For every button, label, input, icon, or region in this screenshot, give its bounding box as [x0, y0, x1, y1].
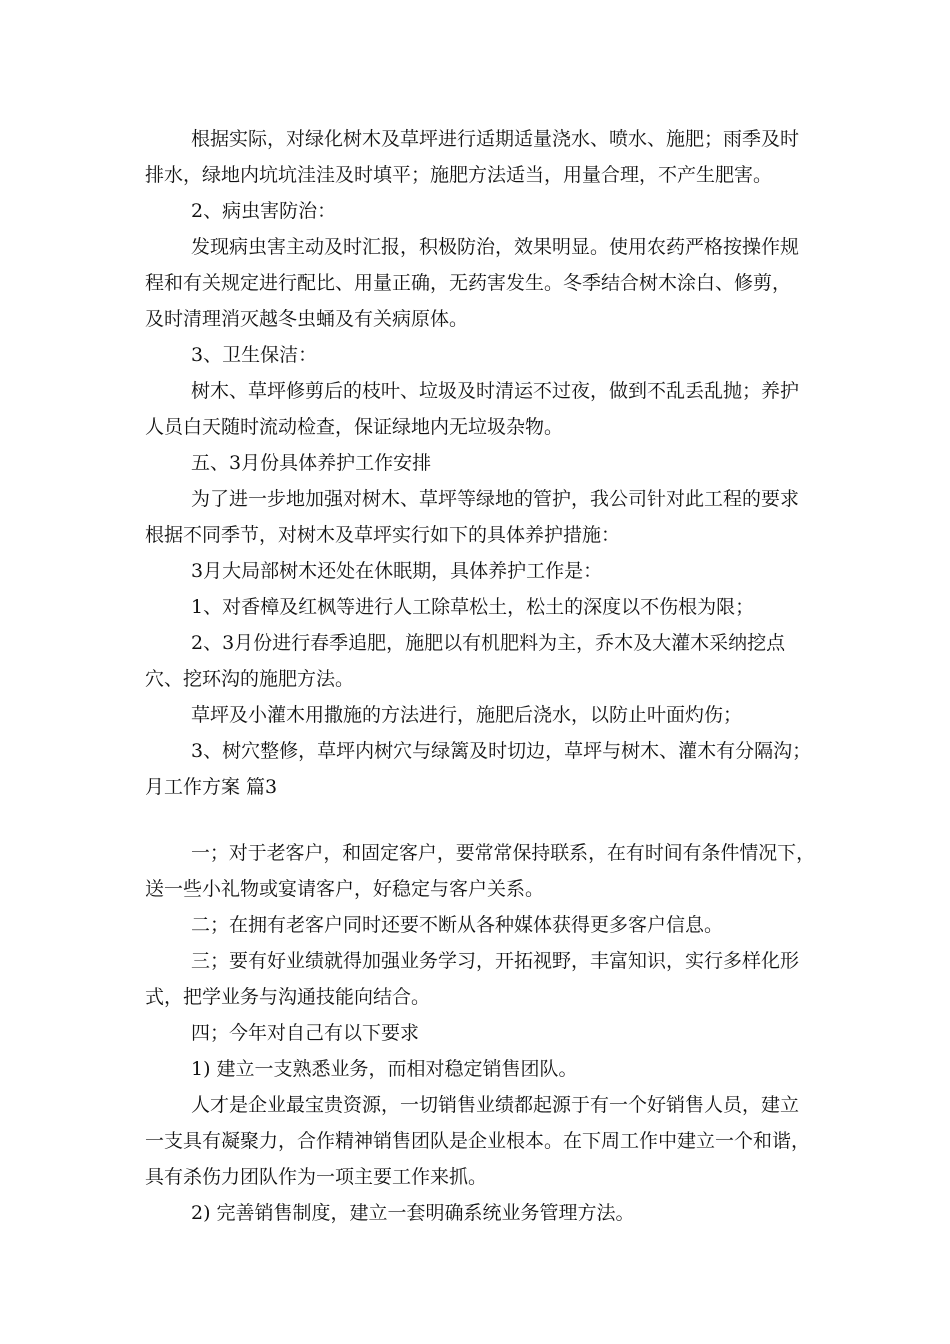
section-heading: 四；今年对自己有以下要求 [191, 1022, 420, 1044]
paragraph-line: 送一些小礼物或宴请客户，好稳定与客户关系。 [145, 878, 545, 900]
paragraph-line: 二；在拥有老客户同时还要不断从各种媒体获得更多客户信息。 [191, 914, 724, 936]
paragraph-line: 排水，绿地内坑坑洼洼及时填平；施肥方法适当，用量合理，不产生肥害。 [145, 164, 773, 186]
paragraph-line: 一；对于老客户，和固定客户，要常常保持联系，在有时间有条件情况下， [191, 842, 816, 864]
paragraph-line: 2) 完善销售制度，建立一套明确系统业务管理方法。 [191, 1202, 635, 1224]
paragraph-line: 根据不同季节，对树木及草坪实行如下的具体养护措施： [145, 524, 621, 546]
paragraph-line: 人员白天随时流动检查，保证绿地内无垃圾杂物。 [145, 416, 564, 438]
paragraph-line: 树木、草坪修剪后的枝叶、垃圾及时清运不过夜，做到不乱丢乱抛；养护 [191, 380, 800, 402]
paragraph-line: 1、对香樟及红枫等进行人工除草松土，松土的深度以不伤根为限； [191, 596, 755, 618]
paragraph-line: 三；要有好业绩就得加强业务学习，开拓视野，丰富知识，实行多样化形 [191, 950, 800, 972]
paragraph-line: 1) 建立一支熟悉业务，而相对稳定销售团队。 [191, 1058, 578, 1080]
paragraph-line: 3月大局部树木还处在休眠期，具体养护工作是： [191, 560, 603, 582]
paragraph-line: 式，把学业务与沟通技能向结合。 [145, 986, 431, 1008]
paragraph-line: 2、3月份进行春季追肥，施肥以有机肥料为主，乔木及大灌木采纳挖点 [191, 632, 786, 654]
paragraph-line: 草坪及小灌木用撒施的方法进行，施肥后浇水，以防止叶面灼伤； [191, 704, 743, 726]
paragraph-line: 及时清理消灭越冬虫蛹及有关病原体。 [145, 308, 469, 330]
paragraph-line: 程和有关规定进行配比、用量正确，无药害发生。冬季结合树木涂白、修剪， [145, 272, 792, 294]
section-heading: 3、卫生保洁： [191, 344, 318, 366]
paragraph-line: 发现病虫害主动及时汇报，积极防治，效果明显。使用农药严格按操作规 [191, 236, 800, 258]
paragraph-line: 根据实际，对绿化树木及草坪进行适期适量浇水、喷水、施肥；雨季及时 [191, 128, 800, 150]
paragraph-line: 一支具有凝聚力，合作精神销售团队是企业根本。在下周工作中建立一个和谐， [145, 1130, 811, 1152]
paragraph-line: 3、树穴整修，草坪内树穴与绿篱及时切边，草坪与树木、灌木有分隔沟； [191, 740, 812, 762]
paragraph-line: 人才是企业最宝贵资源，一切销售业绩都起源于有一个好销售人员，建立 [191, 1094, 800, 1116]
paragraph-line: 具有杀伤力团队作为一项主要工作来抓。 [145, 1166, 488, 1188]
paragraph-line: 为了进一步地加强对树木、草坪等绿地的管护，我公司针对此工程的要求 [191, 488, 800, 510]
section-heading: 五、3月份具体养护工作安排 [191, 452, 432, 474]
paragraph-line: 穴、挖环沟的施肥方法。 [145, 668, 355, 690]
section-heading: 2、病虫害防治： [191, 200, 337, 222]
article-title: 月工作方案 篇3 [145, 776, 278, 798]
